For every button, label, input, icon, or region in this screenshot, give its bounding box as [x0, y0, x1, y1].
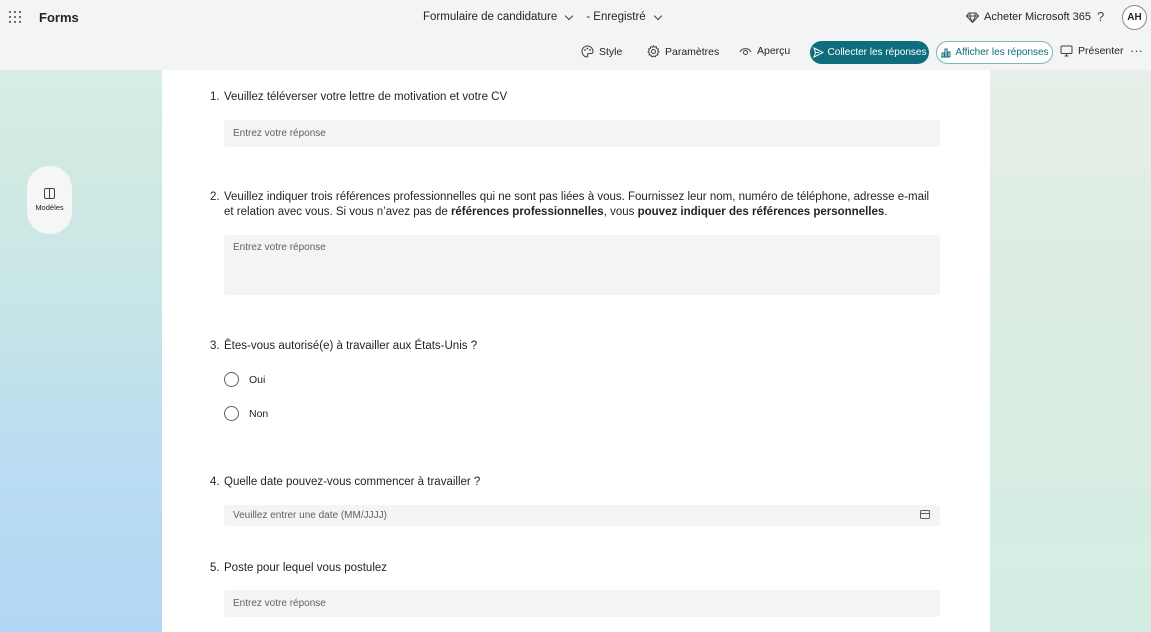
buy-label: Acheter Microsoft 365 [984, 11, 1091, 23]
question-text: Êtes-vous autorisé(e) à travailler aux États-Unis ? [224, 340, 478, 352]
question-4 [210, 475, 481, 490]
answer-input-1[interactable] [224, 120, 940, 147]
palette-icon [581, 45, 594, 58]
radio-label: Oui [249, 373, 266, 386]
question-text: Poste pour lequel vous postulez [224, 562, 388, 574]
question-2 [210, 190, 930, 218]
calendar-icon[interactable] [920, 510, 930, 519]
help-icon[interactable]: ? [1097, 9, 1105, 24]
placeholder-text: Entrez votre réponse [233, 128, 326, 139]
templates-button[interactable] [27, 166, 72, 234]
preview-label: Aperçu [757, 45, 791, 57]
form-title[interactable]: Formulaire de candidature [423, 11, 558, 23]
view-responses-button[interactable] [936, 41, 1053, 64]
style-button[interactable] [581, 45, 622, 58]
question-1 [210, 90, 508, 105]
collect-label: Collecter les réponses [827, 47, 927, 58]
avatar[interactable]: AH [1122, 5, 1147, 30]
placeholder-text: Entrez votre réponse [233, 598, 326, 609]
eye-icon [739, 46, 752, 56]
templates-icon [44, 188, 55, 199]
settings-button[interactable] [647, 45, 719, 58]
buy-microsoft-365-button[interactable] [966, 11, 1091, 23]
placeholder-text: Entrez votre réponse [233, 242, 326, 253]
preview-button[interactable] [739, 45, 790, 57]
question-number: 1. [210, 91, 220, 103]
placeholder-text: Veuillez entrer une date (MM/JJJJ) [233, 510, 387, 521]
question-number: 4. [210, 476, 220, 488]
more-options-icon[interactable]: ··· [1130, 43, 1143, 58]
save-status: - Enregistré [586, 11, 646, 23]
monitor-icon [1060, 45, 1073, 57]
style-label: Style [599, 45, 623, 58]
date-input[interactable] [224, 505, 940, 526]
chevron-down-icon[interactable] [565, 11, 573, 19]
radio-option-oui[interactable] [224, 372, 265, 387]
form-title-area [423, 11, 661, 23]
gear-icon [647, 45, 660, 58]
chart-icon [940, 47, 951, 58]
question-number: 2. [210, 191, 220, 203]
present-label: Présenter [1078, 45, 1124, 57]
top-bar [0, 0, 1151, 70]
app-name[interactable]: Forms [39, 10, 79, 25]
settings-label: Paramètres [665, 45, 720, 58]
question-number: 5. [210, 562, 220, 574]
answer-input-2[interactable] [224, 235, 940, 295]
radio-button[interactable] [224, 406, 239, 421]
save-status-area[interactable] [586, 11, 660, 23]
radio-label: Non [249, 407, 269, 420]
question-text: Veuillez téléverser votre lettre de motivation et votre CV [224, 91, 508, 103]
diamond-icon [966, 12, 979, 23]
radio-option-non[interactable] [224, 406, 268, 421]
templates-label: Modèles [35, 203, 64, 212]
background-panel [990, 70, 1151, 632]
app-launcher-icon[interactable] [9, 11, 21, 23]
collect-responses-button[interactable] [810, 41, 929, 64]
present-button[interactable] [1060, 45, 1124, 57]
question-5 [210, 561, 388, 576]
question-text: Veuillez indiquer trois références professionnelles qui ne sont pas liées à vous. Fournissez leur nom, numéro de téléphone, adresse e-mail et relation avec vous. Si vous n’avez pas de références professionnelles, vous pouvez indiquer des références personnelles. [224, 191, 930, 218]
send-icon [813, 47, 824, 58]
answer-input-5[interactable] [224, 590, 940, 617]
question-text: Quelle date pouvez-vous commencer à travailler ? [224, 476, 481, 488]
form-card [162, 70, 990, 632]
question-number: 3. [210, 340, 220, 352]
chevron-down-icon [653, 11, 661, 19]
radio-button[interactable] [224, 372, 239, 387]
question-3 [210, 339, 478, 354]
view-responses-label: Afficher les réponses [955, 47, 1049, 58]
